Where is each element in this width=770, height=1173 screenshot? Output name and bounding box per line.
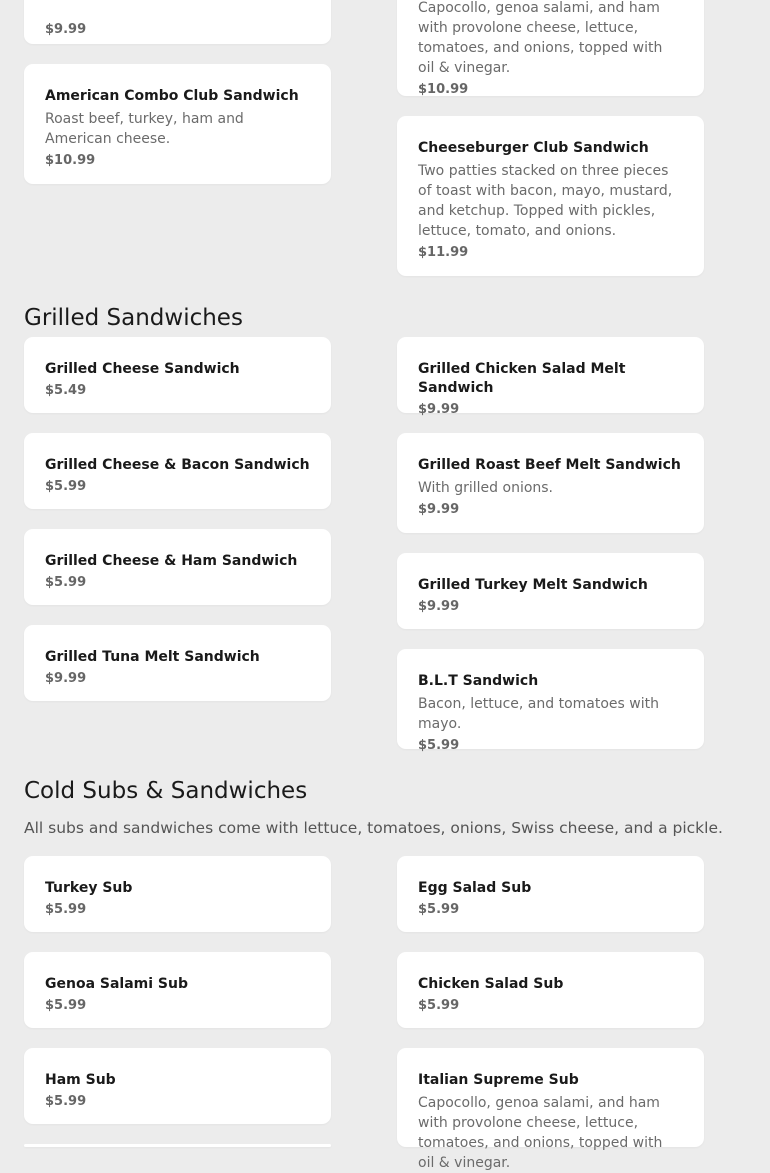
item-price: $10.99 [418,82,469,97]
menu-item-card[interactable] [397,337,704,417]
section-note: All subs and sandwiches come with lettuce, tomatoes, onions, Swiss cheese, and a pickle. [24,819,723,837]
menu-item-card[interactable] [24,0,331,44]
item-name: Italian Supreme Sub [418,1072,579,1088]
menu-item-card[interactable] [397,952,704,1028]
item-name: Ham Sub [45,1072,116,1088]
item-description: With grilled onions. [418,480,554,496]
menu-item-card[interactable] [24,64,331,184]
menu-item-card[interactable] [24,1048,331,1124]
item-name: Chicken Salad Sub [418,976,564,992]
item-price: $9.99 [418,599,460,614]
item-price: $9.99 [45,22,87,37]
menu-item-card[interactable] [397,856,704,932]
item-name: Grilled Cheese & Ham Sandwich [45,553,298,569]
item-price: $9.99 [418,402,460,417]
menu-item-card[interactable] [397,0,704,96]
item-name: Grilled Cheese Sandwich [45,361,240,377]
menu-item-card[interactable] [397,649,704,753]
item-name: Grilled Cheese & Bacon Sandwich [45,457,310,473]
item-name: Turkey Sub [45,880,133,896]
item-price: $5.99 [45,479,87,494]
menu-item-card[interactable] [24,625,331,701]
item-description: Two patties stacked on three pieces of toast with bacon, mayo, mustard, and ketchup. Topped with pickles, lettuce, tomato, and onions. [418,163,673,239]
item-price: $9.99 [45,671,87,686]
menu-item-card[interactable] [397,553,704,629]
item-name: Grilled Turkey Melt Sandwich [418,577,648,593]
item-name: Egg Salad Sub [418,880,532,896]
section-title-grilled: Grilled Sandwiches [24,305,243,331]
item-name: Grilled Tuna Melt Sandwich [45,649,260,665]
menu-item-card[interactable] [24,529,331,605]
item-description: Capocollo, genoa salami, and ham with provolone cheese, lettuce, tomatoes, and onions, topped with oil & vinegar. [418,1095,663,1171]
item-price: $5.99 [418,998,460,1013]
item-name: Cheeseburger Club Sandwich [418,140,649,156]
section-title-cold: Cold Subs & Sandwiches [24,778,308,804]
item-price: $5.99 [45,902,87,917]
menu-item-card[interactable] [24,433,331,509]
item-price: $5.99 [418,738,460,753]
item-price: $5.99 [45,998,87,1013]
item-name: Grilled Roast Beef Melt Sandwich [418,457,681,473]
item-price: $11.99 [418,245,469,260]
menu-item-card[interactable] [397,116,704,276]
item-price: $5.99 [45,1094,87,1109]
item-description: Capocollo, genoa salami, and ham with provolone cheese, lettuce, tomatoes, and onions, topped with oil & vinegar. [418,0,663,76]
menu-item-card[interactable] [397,1048,704,1171]
item-price: $5.99 [418,902,460,917]
item-name: American Combo Club Sandwich [45,88,299,104]
item-description: Bacon, lettuce, and tomatoes with mayo. [418,696,659,732]
menu-item-card[interactable] [24,337,331,413]
menu-item-card[interactable] [397,433,704,533]
item-name: Genoa Salami Sub [45,976,189,992]
item-name: B.L.T Sandwich [418,673,539,689]
item-name: Grilled Chicken Salad Melt Sandwich [418,361,626,396]
menu-item-card[interactable] [24,952,331,1028]
item-price: $5.99 [45,575,87,590]
item-price: $9.99 [418,502,460,517]
item-price: $10.99 [45,153,96,168]
menu-item-card[interactable] [24,856,331,932]
item-description: Roast beef, turkey, ham and American cheese. [45,111,244,147]
item-price: $5.49 [45,383,87,398]
